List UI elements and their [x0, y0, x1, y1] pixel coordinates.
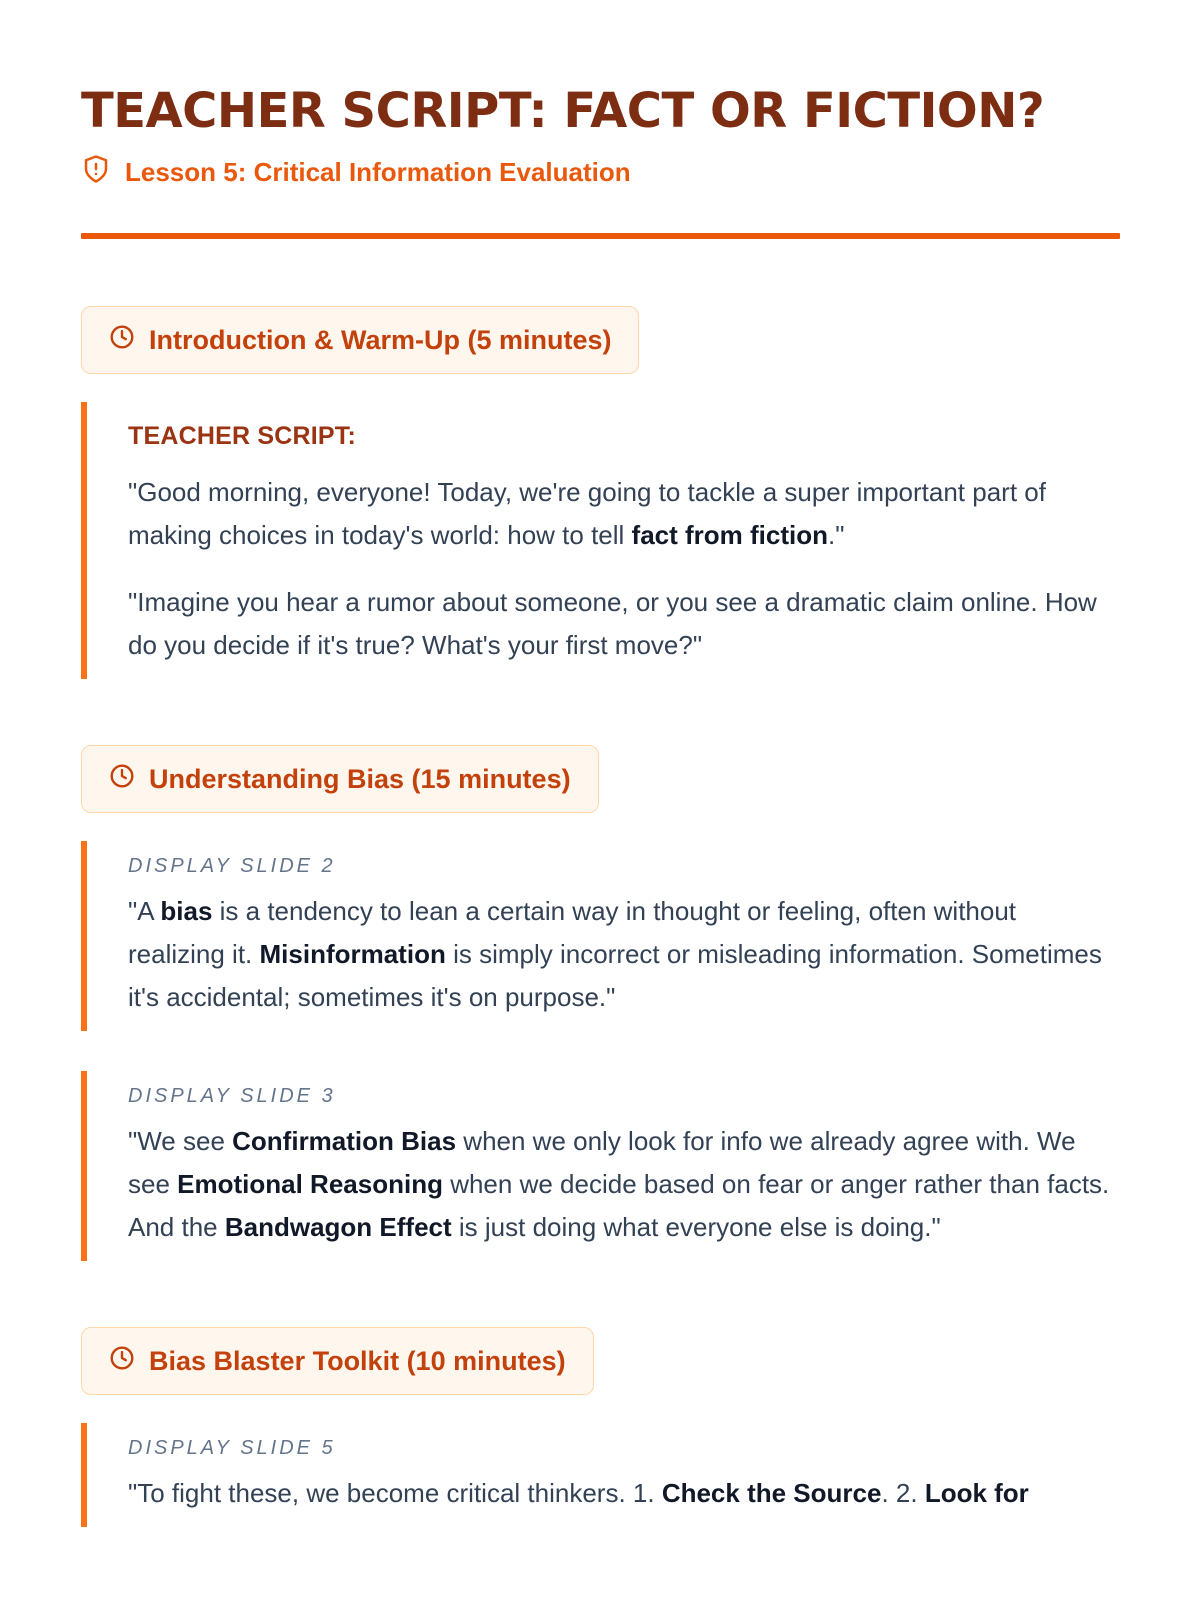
- slide-block-5: [81, 1423, 1120, 1527]
- section-heading-text: Understanding Bias (15 minutes): [149, 763, 571, 794]
- page-title: TEACHER SCRIPT: FACT OR FICTION?: [81, 83, 1045, 139]
- bold-term: Emotional Reasoning: [177, 1169, 443, 1199]
- text-run: "Good morning, everyone! Today, we're going to tackle a super important part of making choices in today's world: how to tell: [128, 477, 1046, 550]
- header-divider: [81, 233, 1120, 239]
- script-paragraph: [128, 1120, 1120, 1261]
- text-run: "To fight these, we become critical thinkers. 1.: [128, 1478, 662, 1508]
- bold-term: Misinformation: [259, 939, 446, 969]
- slide-block-2: [81, 841, 1120, 1031]
- bold-term: Check the Source: [661, 1478, 882, 1508]
- text-run: is just doing what everyone else is doing.": [451, 1212, 941, 1242]
- display-slide-label: DISPLAY SLIDE 2: [128, 855, 336, 877]
- bold-term: Look for: [924, 1478, 1029, 1508]
- script-block-intro: [81, 402, 1120, 679]
- display-slide-label: DISPLAY SLIDE 5: [128, 1437, 336, 1459]
- teacher-script-label: TEACHER SCRIPT:: [128, 422, 357, 450]
- section-bias: [81, 745, 1120, 1261]
- slide-block-3: [81, 1071, 1120, 1261]
- text-run: . 2.: [881, 1478, 925, 1508]
- script-paragraph: [128, 1472, 1120, 1527]
- bold-term: fact from fiction: [631, 520, 828, 550]
- section-intro: [81, 306, 1120, 679]
- display-slide-label: DISPLAY SLIDE 3: [128, 1085, 336, 1107]
- text-run: "We see: [128, 1126, 233, 1156]
- bold-term: bias: [160, 896, 213, 926]
- lesson-subtitle: [81, 154, 1120, 191]
- text-run: when we only look for info we already agree with. We see: [128, 1126, 1076, 1199]
- text-run: when we decide based on fear or anger rather than facts. And the: [128, 1169, 1110, 1242]
- lesson-subtitle-text: Lesson 5: Critical Information Evaluation: [125, 157, 631, 187]
- bold-term: Bandwagon Effect: [224, 1212, 452, 1242]
- section-toolkit: [81, 1327, 1120, 1527]
- text-run: is simply incorrect or misleading information. Sometimes it's accidental; sometimes it's on purpose.": [128, 939, 1102, 1012]
- text-run: "A: [128, 896, 161, 926]
- text-run: .": [828, 520, 845, 550]
- section-heading-intro: [81, 306, 639, 374]
- clock-icon: [109, 324, 135, 357]
- script-paragraph: "Imagine you hear a rumor about someone, or you see a dramatic claim online. How do you decide if it's true? What's your first move?": [128, 587, 1097, 660]
- script-paragraph: [128, 890, 1120, 1031]
- section-heading-toolkit: [81, 1327, 594, 1395]
- shield-alert-icon: [81, 154, 111, 191]
- section-heading-text: Bias Blaster Toolkit (10 minutes): [149, 1345, 566, 1376]
- bold-term: Confirmation Bias: [232, 1126, 457, 1156]
- text-run: is a tendency to lean a certain way in thought or feeling, often without realizing it.: [128, 896, 1017, 969]
- section-heading-text: Introduction & Warm-Up (5 minutes): [149, 324, 612, 355]
- script-paragraph: [128, 471, 1120, 557]
- clock-icon: [109, 1345, 135, 1378]
- section-heading-bias: [81, 745, 599, 813]
- clock-icon: [109, 763, 135, 796]
